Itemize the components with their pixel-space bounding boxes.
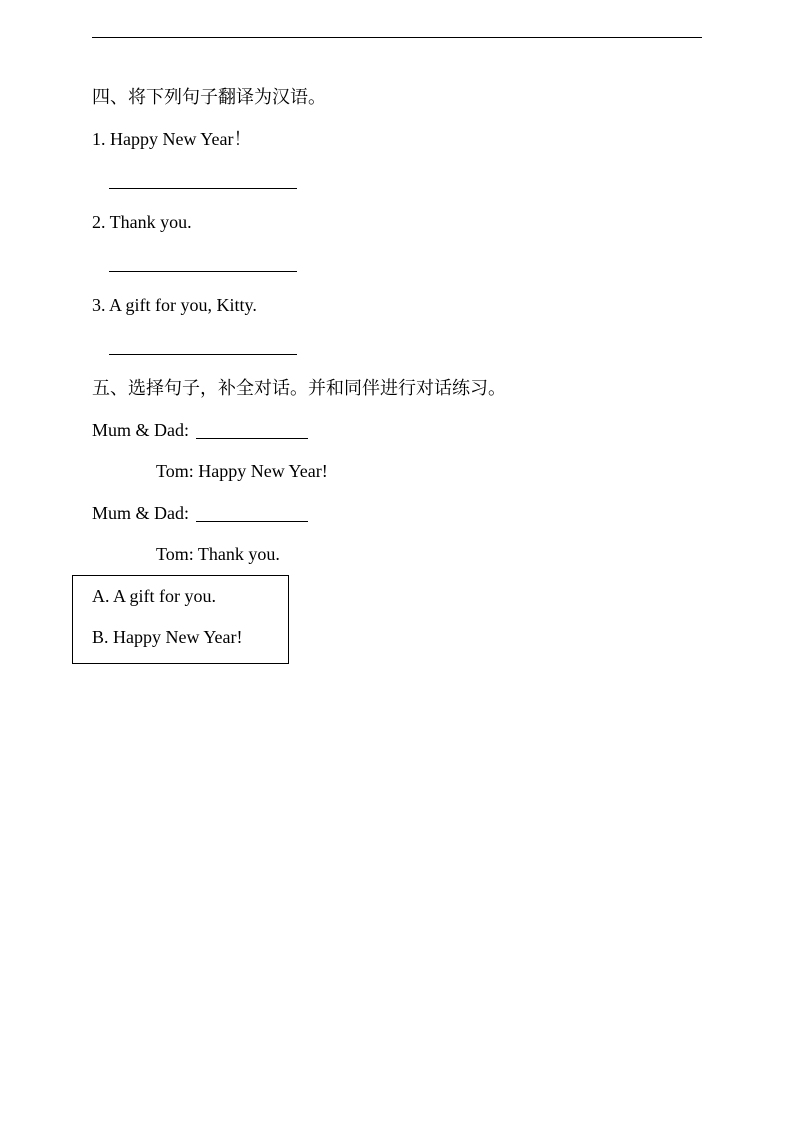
question-2: 2. Thank you. (92, 212, 192, 232)
question-3: 3. A gift for you, Kitty. (92, 295, 257, 315)
answer-blank-1[interactable] (109, 188, 297, 189)
answer-blank-2[interactable] (109, 271, 297, 272)
option-a: A. A gift for you. (92, 586, 216, 606)
answer-blank-3[interactable] (109, 354, 297, 355)
dialogue-speaker-1: Mum & Dad: (92, 420, 189, 440)
dialogue-reply-1: Tom: Happy New Year! (156, 461, 328, 481)
dialogue-reply-2: Tom: Thank you. (156, 544, 280, 564)
header-rule (92, 37, 702, 38)
dialogue-speaker-2: Mum & Dad: (92, 503, 189, 523)
option-b: B. Happy New Year! (92, 627, 243, 647)
section5-heading: 五、选择句子，补全对话。并和同伴进行对话练习。 (92, 378, 506, 398)
section4-heading: 四、将下列句子翻译为汉语。 (92, 87, 326, 107)
question-1: 1. Happy New Year！ (92, 129, 252, 149)
dialogue-blank-2[interactable] (196, 521, 308, 522)
dialogue-blank-1[interactable] (196, 438, 308, 439)
